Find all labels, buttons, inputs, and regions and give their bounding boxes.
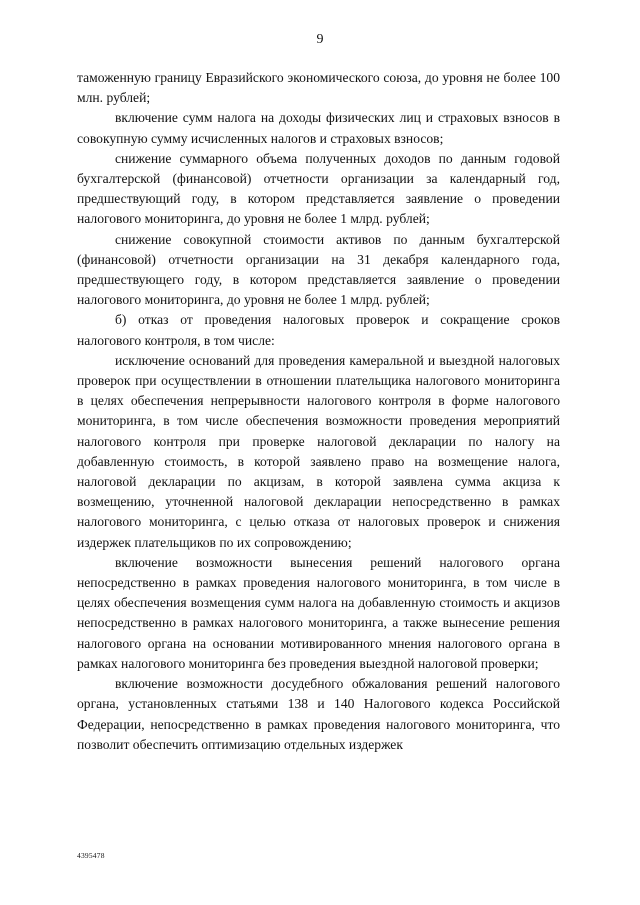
paragraph-customs-border: таможенную границу Евразийского экономического союза, до уровня не более 100 млн. рублей; xyxy=(77,70,560,106)
paragraph-income-threshold: снижение суммарного объема полученных доходов по данным годовой бухгалтерской (финансовой) отчетности организации за календарный год, предшествующий году, в котором представляется заявление о проведении налогового мониторинга, до уровня не более 1 млрд. рублей; xyxy=(77,150,560,227)
document-code: 4395478 xyxy=(77,851,105,860)
paragraph-income-tax-inclusion: включение сумм налога на доходы физических лиц и страховых взносов в совокупную сумму исчисленных налогов и страховых взносов; xyxy=(77,110,560,146)
document-body xyxy=(77,68,560,755)
paragraph-assets-threshold: снижение совокупной стоимости активов по данным бухгалтерской (финансовой) отчетности организации на 31 декабря календарного года, предшествующего году, в котором представляется заявление о проведении налогового мониторинга, до уровня не более 1 млрд. рублей; xyxy=(77,231,560,308)
paragraph-item-b-heading: б) отказ от проведения налоговых проверок и сокращение сроков налогового контроля, в том числе: xyxy=(77,312,560,348)
paragraph-decisions-inclusion: включение возможности вынесения решений налогового органа непосредственно в рамках проведения налогового мониторинга, в том числе в целях обеспечения возмещения сумм налога на добавленную стоимость и акцизов непосредственно в рамках налогового мониторинга, а также вынесение решения налогового органа на основании мотивированного мнения налогового органа в рамках налогового мониторинга без проведения выездной налоговой проверки; xyxy=(77,554,560,671)
paragraph-pretrial-appeal: включение возможности досудебного обжалования решений налогового органа, установленных статьями 138 и 140 Налогового кодекса Российской Федерации, непосредственно в рамках проведения налогового мониторинга, что позволит обеспечить оптимизацию отдельных издержек xyxy=(77,676,560,752)
page-number: 9 xyxy=(316,32,324,47)
paragraph-audit-exclusion: исключение оснований для проведения камеральной и выездной налоговых проверок при осуществлении в отношении плательщика налогового мониторинга в целях обеспечения непрерывности налогового контроля в форме налогового мониторинга, в том числе обеспечения возможности проведения мероприятий налогового контроля при проверке налоговой декларации по налогу на добавленную стоимость, в которой заявлено право на возмещение налога, налоговой декларации по акцизам, в которой заявлена сумма акциза к возмещению, уточненной налоговой декларации непосредственно в рамках налогового мониторинга, с целью отказа от налоговых проверок и снижения издержек плательщиков по их сопровождению; xyxy=(77,352,560,550)
